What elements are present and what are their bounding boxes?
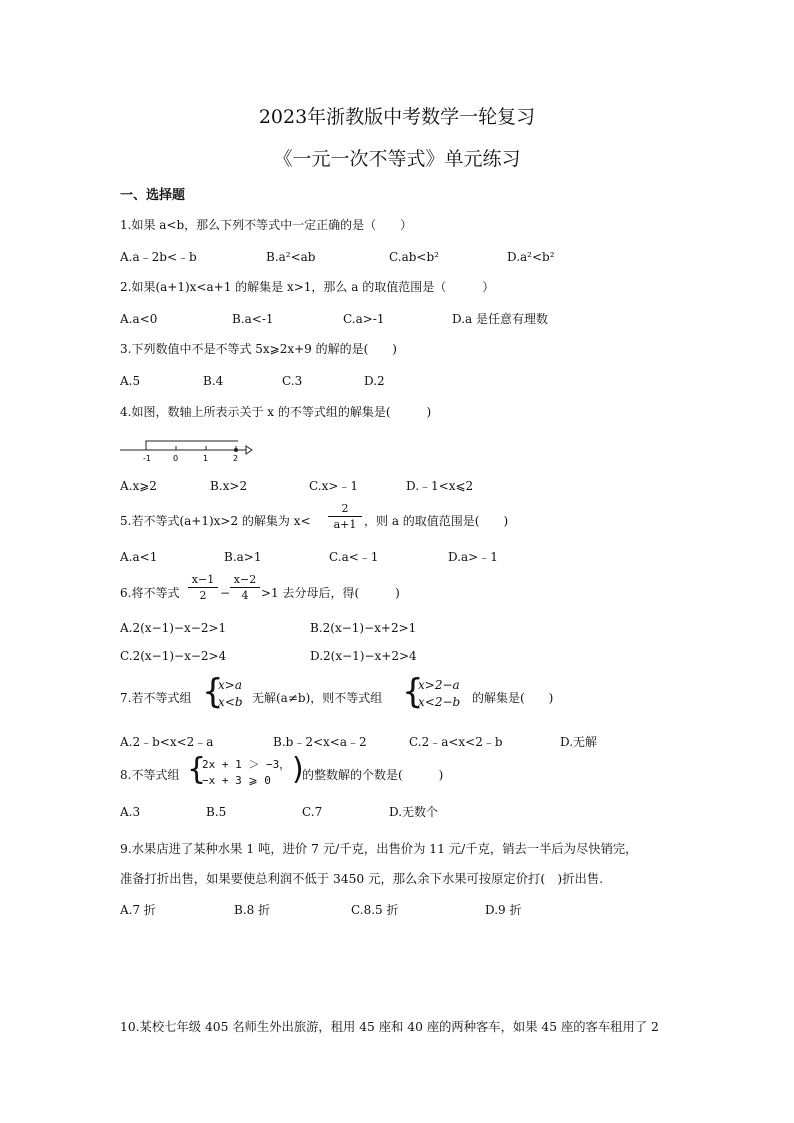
solution-range-line	[146, 441, 238, 450]
q8-option-c: C.7	[302, 805, 323, 819]
q7-system-1	[218, 677, 243, 711]
q9-option-c: C.8.5 折	[351, 903, 399, 917]
q1-stem: 1.如果 a<b，那么下列不等式中一定正确的是（ ）	[120, 218, 413, 232]
q4-option-b: B.x>2	[210, 479, 248, 493]
q8-stem-start: 8.不等式组	[120, 768, 180, 782]
left-brace: {	[402, 672, 424, 712]
q2-option-c: C.a>-1	[343, 312, 385, 326]
q7-option-c: C.2﹣a<x<2﹣b	[409, 735, 503, 749]
q2-option-b: B.a<-1	[232, 312, 274, 326]
q8-option-a: A.3	[120, 805, 141, 819]
system-line: x>2−a	[418, 678, 460, 692]
q9-option-a: A.7 折	[120, 903, 156, 917]
tick-label: -1	[143, 454, 151, 463]
q3-option-b: B.4	[203, 374, 224, 388]
closed-point	[234, 448, 238, 452]
number-line-arrow	[246, 446, 252, 454]
q8-option-d: D.无数个	[389, 805, 439, 819]
fraction-bar	[328, 516, 362, 517]
fraction-denominator: 4	[241, 589, 249, 602]
q6-minus: −	[220, 586, 231, 600]
fraction-numerator: x−1	[191, 573, 215, 586]
section-heading: 一、选择题	[120, 188, 186, 203]
fraction-numerator: 2	[341, 502, 349, 515]
fraction-bar	[188, 587, 218, 588]
q5-stem-start: 5.若不等式(a+1)x>2 的解集为 x<	[120, 514, 311, 528]
q4-option-d: D.﹣1<x⩽2	[406, 479, 474, 493]
q1-option-a: A.a﹣2b<﹣b	[120, 250, 197, 264]
q5-option-a: A.a<1	[120, 550, 158, 564]
q3-stem: 3.下列数值中不是不等式 5x⩾2x+9 的解的是( )	[120, 342, 397, 356]
fraction-numerator: x−2	[233, 573, 257, 586]
q9-stem-line-2: 准备打折出售，如果要使总利润不低于 3450 元，那么余下水果可按原定价打( )折出售.	[120, 872, 604, 886]
system-line: −x + 3 ⩾ 0	[202, 774, 271, 787]
q5-option-c: C.a<﹣1	[329, 550, 379, 564]
q7-stem-end: 的解集是( )	[472, 691, 554, 705]
q1-option-c: C.ab<b²	[389, 250, 439, 264]
q4-option-c: C.x>﹣1	[309, 479, 359, 493]
q7-stem-mid: 无解(a≠b)，则不等式组	[252, 691, 383, 705]
q5-option-d: D.a>﹣1	[448, 550, 498, 564]
q7-option-a: A.2﹣b<x<2﹣a	[120, 735, 214, 749]
q6-option-a: A.2(x−1)−x−2>1	[120, 621, 227, 635]
system-line: 2x + 1 ＞ −3，	[202, 758, 291, 771]
page-subtitle: 《一元一次不等式》单元练习	[273, 148, 521, 170]
q2-stem: 2.如果(a+1)x<a+1 的解集是 x>1，那么 a 的取值范围是（ ）	[120, 280, 495, 294]
tick-label: 0	[173, 454, 179, 463]
system-line: x<2−b	[418, 695, 461, 709]
system-line: x>a	[218, 678, 242, 692]
q1-option-b: B.a²<ab	[266, 250, 316, 264]
q9-option-b: B.8 折	[234, 903, 271, 917]
q5-option-b: B.a>1	[224, 550, 262, 564]
q10-stem-line-1: 10.某校七年级 405 名师生外出旅游，租用 45 座和 40 座的两种客车，如果 45 座的客车租用了 2	[120, 1020, 659, 1034]
q8-stem-end: 的整数解的个数是( )	[302, 768, 444, 782]
q3-option-c: C.3	[282, 374, 303, 388]
q7-option-b: B.b﹣2<x<a﹣2	[273, 735, 367, 749]
q9-stem-line-1: 9.水果店进了某种水果 1 吨，进价 7 元/千克，出售价为 11 元/千克，销去一半后为尽快销完，	[120, 842, 638, 856]
q4-option-a: A.x⩾2	[120, 479, 157, 493]
q7-option-d: D.无解	[560, 735, 598, 749]
q8-system	[202, 757, 290, 789]
right-brace: )	[292, 752, 304, 787]
q3-option-d: D.2	[364, 374, 385, 388]
tick-label: 2	[233, 454, 239, 463]
q3-option-a: A.5	[120, 374, 141, 388]
q6-option-d: D.2(x−1)−x+2>4	[310, 649, 417, 663]
page-title: 2023年浙教版中考数学一轮复习	[258, 106, 536, 128]
number-line-figure	[118, 438, 258, 464]
q6-fraction-1	[188, 574, 218, 601]
q6-stem-start: 6.将不等式	[120, 586, 180, 600]
q8-option-b: B.5	[206, 805, 227, 819]
q6-option-c: C.2(x−1)−x−2>4	[120, 649, 227, 663]
q9-option-d: D.9 折	[485, 903, 522, 917]
q7-stem-start: 7.若不等式组	[120, 691, 192, 705]
q6-option-b: B.2(x−1)−x+2>1	[310, 621, 417, 635]
fraction-bar	[230, 587, 260, 588]
left-brace: {	[187, 752, 207, 787]
tick-label: 1	[203, 454, 209, 463]
q6-fraction-2	[230, 574, 260, 601]
q5-stem-end: ，则 a 的取值范围是( )	[364, 514, 509, 528]
q6-stem-end: >1 去分母后，得( )	[261, 586, 400, 600]
left-brace: {	[202, 672, 224, 712]
q4-stem: 4.如图，数轴上所表示关于 x 的不等式组的解集是( )	[120, 405, 432, 419]
q1-option-d: D.a²<b²	[507, 250, 555, 264]
fraction-denominator: a+1	[333, 518, 357, 531]
fraction-denominator: 2	[199, 589, 207, 602]
q5-fraction	[328, 503, 362, 530]
system-line: x<b	[218, 695, 243, 709]
q2-option-a: A.a<0	[120, 312, 158, 326]
q2-option-d: D.a 是任意有理数	[452, 312, 548, 326]
q7-system-2	[418, 677, 460, 711]
